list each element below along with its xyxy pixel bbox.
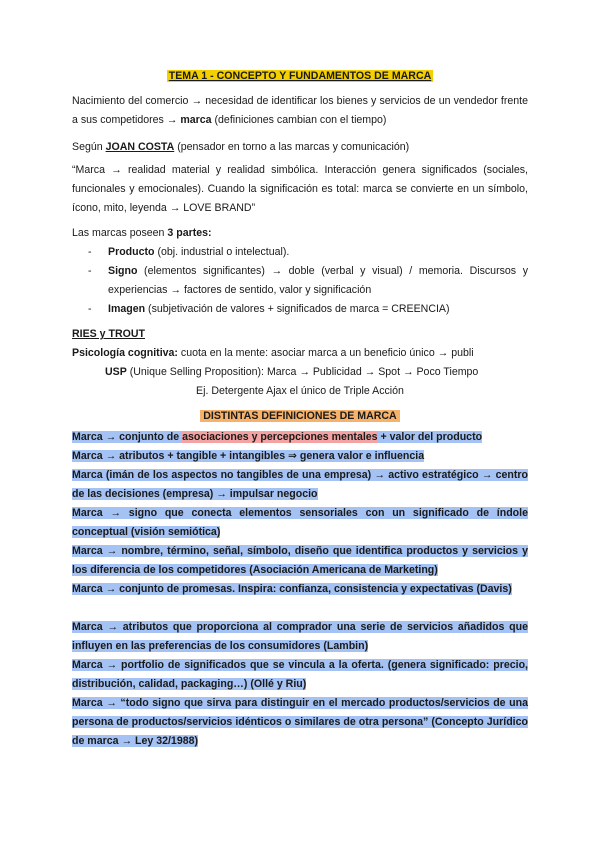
definition-item [72, 447, 528, 466]
definition-text: Marca → conjunto de promesas. Inspira: confianza, consistencia y expectativas (Davis) [72, 583, 512, 595]
partes-bold: 3 partes: [167, 227, 212, 239]
bullet-dash: - [88, 265, 92, 277]
quote-paragraph: “Marca → realidad material y realidad simbólica. Interacción genera significados (sociales, funcionales y emocionales). Cuando la significación es total: marca se convierte en un símbolo, ícono, mito, leyenda → LOVE BRAND” [72, 164, 528, 214]
segun-paragraph [72, 138, 528, 157]
definition-item [72, 580, 528, 599]
title-text: TEMA 1 - CONCEPTO Y FUNDAMENTOS DE MARCA [168, 70, 432, 82]
definition-text: Marca → “todo signo que sirva para distinguir en el mercado productos/servicios de una persona de productos/servicios idénticos o similares de otra persona” (Concepto Jurídico de marca → Ley 32/1988) [72, 697, 528, 747]
definition-text: Marca → atributos + tangible + intangibles ⇒ genera valor e influencia [72, 450, 425, 462]
definition-text: Marca → conjunto de [72, 431, 183, 443]
intro-text: Nacimiento del comercio → necesidad de identificar los bienes y servicios de un vendedor frente a sus competidores → [72, 95, 528, 126]
usp-line [105, 363, 478, 382]
intro-paragraph [72, 92, 528, 130]
psicologia-term: Psicología cognitiva: [72, 347, 178, 359]
definition-item [72, 694, 528, 751]
bullet-dash: - [88, 303, 92, 315]
bullet-term: Imagen [108, 303, 146, 315]
definition-text: Marca → signo que conecta elementos sensoriales con un significado de índole conceptual (visión semiótica) [72, 507, 528, 538]
definition-item [72, 428, 528, 447]
bullet-dash: - [88, 246, 92, 258]
bullet-text: (elementos significantes) → doble (verbal y visual) / memoria. Discursos y experiencias → factores de sentido, valor y significación [108, 265, 528, 296]
definition-text: Marca → portfolio de significados que se vincula a la oferta. (genera significado: precio, distribución, calidad, packaging…) (Ollé y Riu) [72, 659, 528, 690]
bullet-text: (subjetivación de valores + significados de marca = CREENCIA) [145, 303, 450, 315]
definition-item [72, 504, 528, 542]
bullet-item [88, 300, 528, 319]
definition-item [72, 618, 528, 656]
section-title-definiciones [0, 408, 600, 424]
psicologia-paragraph [72, 344, 528, 363]
bullet-item [88, 262, 528, 300]
bullet-term: Signo [108, 265, 138, 277]
definition-item [72, 656, 528, 694]
segun-suffix: (pensador en torno a las marcas y comunicación) [174, 141, 410, 153]
ries-heading [72, 325, 528, 344]
usp-term: USP [105, 366, 127, 378]
author-name: JOAN COSTA [105, 141, 175, 153]
partes-prefix: Las marcas poseen [72, 227, 168, 239]
definition-text: Marca → nombre, término, señal, símbolo, diseño que identifica productos y servicios y los diferencia de los competidores (Asociación Americana de Marketing) [72, 545, 528, 576]
definition-text: Marca (imán de los aspectos no tangibles de una empresa) → activo estratégico → centro de las decisiones (empresa) → impulsar negocio [72, 469, 528, 500]
bullet-text: (obj. industrial o intelectual). [154, 246, 290, 258]
definition-text: Marca → atributos que proporciona al comprador una serie de servicios añadidos que influyen en las preferencias de los consumidores (Lambin) [72, 621, 528, 652]
page-title [0, 68, 600, 84]
intro-bold-marca: marca [180, 114, 212, 126]
bullet-item [88, 243, 528, 262]
definition-highlight-pink: asociaciones y percepciones mentales [182, 431, 378, 443]
bullet-term: Producto [108, 246, 155, 258]
definition-item [72, 542, 528, 580]
psicologia-text: cuota en la mente: asociar marca a un beneficio único → publi [177, 347, 474, 359]
section-title-text: DISTINTAS DEFINICIONES DE MARCA [200, 410, 399, 422]
definition-text: + valor del producto [377, 431, 483, 443]
example-line: Ej. Detergente Ajax el único de Triple Acción [196, 385, 404, 397]
ries-trout: RIES y TROUT [72, 328, 145, 340]
segun-prefix: Según [72, 141, 106, 153]
intro-text-end: (definiciones cambian con el tiempo) [211, 114, 387, 126]
partes-paragraph [72, 224, 528, 243]
definition-item [72, 466, 528, 504]
usp-text: (Unique Selling Proposition): Marca → Publicidad → Spot → Poco Tiempo [126, 366, 479, 378]
